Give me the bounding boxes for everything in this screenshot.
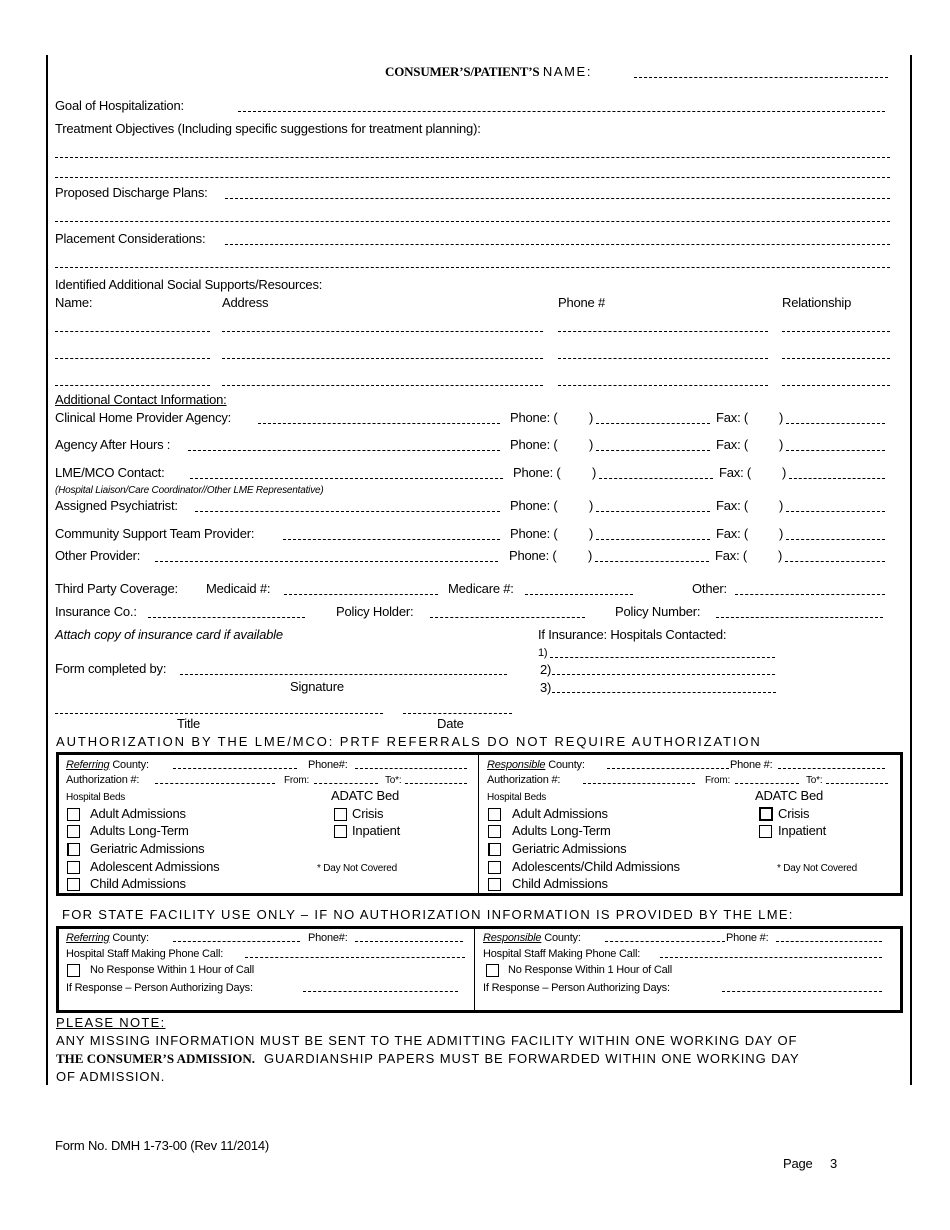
support-name-field[interactable] [55,385,210,386]
contact-label: Other Provider: [55,548,141,563]
third-party-label: Third Party Coverage: [55,581,178,596]
phone-label: Phone: ( [510,410,558,425]
phone-label: Phone: ( [510,437,558,452]
medicaid-label: Medicaid #: [206,581,271,596]
insurance-co-field[interactable] [148,617,305,618]
phone-field[interactable] [776,941,882,942]
paren: ) [589,498,594,513]
staff-field[interactable] [660,957,882,958]
staff-field[interactable] [245,957,465,958]
support-relationship-field[interactable] [782,358,890,359]
support-relationship-field[interactable] [782,385,890,386]
phone-label: Phone: ( [509,548,557,563]
note-line-2: THE CONSUMER’S ADMISSION. GUARDIANSHIP PAPERS MUST BE FORWARDED WITHIN ONE WORKING DAY [56,1051,800,1066]
note-line-1: ANY MISSING INFORMATION MUST BE SENT TO THE ADMITTING FACILITY WITHIN ONE WORKING DAY OF [56,1033,798,1048]
policy-holder-label: Policy Holder: [336,604,414,619]
from-label: From: [705,775,731,786]
contact-field[interactable] [188,450,500,451]
medicaid-field[interactable] [284,594,438,595]
phone-label: Phone: ( [510,526,558,541]
checkbox-label: Geriatric Admissions [512,841,627,856]
col-name: Name: [55,295,93,310]
patient-name-field[interactable] [634,77,888,78]
contact-field[interactable] [195,511,500,512]
authorization-label: Authorization #: [487,774,561,786]
response-label: If Response – Person Authorizing Days: [483,982,670,994]
paren: ) [588,548,593,563]
checkbox-label: Adolescents/Child Admissions [512,859,680,874]
phone-label: Phone#: [308,759,348,771]
contact-label: Community Support Team Provider: [55,526,255,541]
title-label: Title [177,716,201,731]
checkbox[interactable] [488,843,501,856]
supports-title: Identified Additional Social Supports/Resources: [55,277,323,292]
please-note-title: PLEASE NOTE: [56,1015,166,1030]
county-em: Responsible [483,932,542,944]
treatment-field[interactable] [55,177,890,178]
fax-field[interactable] [789,478,885,479]
checkbox[interactable] [488,878,501,891]
checkbox-label: Adults Long-Term [90,823,189,838]
checkbox-label: Child Admissions [90,876,186,891]
support-name-field[interactable] [55,331,210,332]
response-field[interactable] [722,991,882,992]
checkbox-label: Inpatient [352,823,401,838]
phone-label: Phone: ( [510,498,558,513]
checkbox-label: Adults Long-Term [512,823,611,838]
contact-label: Clinical Home Provider Agency: [55,410,232,425]
policy-number-field[interactable] [716,617,883,618]
checkbox-label: Child Admissions [512,876,608,891]
form-completed-field[interactable] [180,674,507,675]
other-label: Other: [692,581,727,596]
paren: ) [779,526,784,541]
fax-label: Fax: ( [716,410,749,425]
state-heading: FOR STATE FACILITY USE ONLY – IF NO AUTHORIZATION INFORMATION IS PROVIDED BY THE LME: [62,907,794,922]
county-label: County: [112,759,149,771]
adatc-label: ADATC Bed [755,788,824,803]
contact-label: Assigned Psychiatrist: [55,498,178,513]
checkbox-label: No Response Within 1 Hour of Call [508,964,672,976]
phone-label: Phone #: [730,759,773,771]
col-address: Address [222,295,269,310]
form-number: Form No. DMH 1-73-00 (Rev 11/2014) [55,1138,270,1153]
patient-name-label: CONSUMER’S/PATIENT’S NAME: [385,64,593,79]
goal-field[interactable] [238,111,885,112]
paren: ) [782,465,787,480]
phone-field[interactable] [596,539,710,540]
hospital-beds-label: Hospital Beds [487,792,547,803]
insurance-co-label: Insurance Co.: [55,604,137,619]
date-field[interactable] [403,713,512,714]
liaison-note: (Hospital Liaison/Care Coordinator//Other LME Representative) [55,485,324,496]
contact-field[interactable] [258,423,500,424]
support-address-field[interactable] [222,331,543,332]
placement-label: Placement Considerations: [55,231,206,246]
checkbox-label: Adult Admissions [512,806,608,821]
county-label: County: [548,759,585,771]
phone-field[interactable] [355,941,463,942]
other-field[interactable] [735,594,885,595]
phone-field[interactable] [596,423,710,424]
day-not-covered-note: * Day Not Covered [317,863,397,874]
checkbox[interactable] [488,825,501,838]
county-em: Referring [66,759,110,771]
checkbox[interactable] [759,807,773,821]
checkbox-label: Adult Admissions [90,806,186,821]
paren: ) [779,498,784,513]
goal-label: Goal of Hospitalization: [55,98,184,113]
form-completed-label: Form completed by: [55,661,167,676]
checkbox-label: Crisis [778,806,810,821]
fax-label: Fax: ( [719,465,752,480]
fax-label: Fax: ( [715,548,748,563]
authorization-field[interactable] [155,783,275,784]
contact-field[interactable] [190,478,503,479]
discharge-field[interactable] [55,221,890,222]
from-label: From: [284,775,310,786]
support-phone-field[interactable] [558,358,768,359]
checkbox-label: Adolescent Admissions [90,859,220,874]
fax-label: Fax: ( [716,437,749,452]
placement-field[interactable] [55,267,890,268]
hospital-num: 2) [540,662,552,677]
county-field[interactable] [173,941,300,942]
county-label: County: [544,932,581,944]
left-border [46,55,48,1085]
county-em: Responsible [487,759,546,771]
to-field[interactable] [405,783,467,784]
paren: ) [592,465,597,480]
contact-label: Agency After Hours : [55,437,171,452]
fax-label: Fax: ( [716,498,749,513]
to-label: To*: [806,775,823,786]
response-field[interactable] [303,991,458,992]
support-relationship-field[interactable] [782,331,890,332]
authorization-field[interactable] [583,783,695,784]
from-field[interactable] [735,783,799,784]
hospital-num: 3) [540,680,552,695]
paren: ) [589,410,594,425]
county-field[interactable] [607,768,729,769]
to-field[interactable] [826,783,888,784]
phone-field[interactable] [778,768,885,769]
checkbox[interactable] [488,808,501,821]
fax-field[interactable] [786,511,885,512]
checkbox-label: Crisis [352,806,384,821]
support-phone-field[interactable] [558,331,768,332]
county-field[interactable] [605,941,725,942]
fax-field[interactable] [785,561,885,562]
checkbox[interactable] [67,878,80,891]
auth-heading: AUTHORIZATION BY THE LME/MCO: PRTF REFERRALS DO NOT REQUIRE AUTHORIZATION [56,734,762,749]
right-border [910,55,912,1085]
fax-field[interactable] [786,423,885,424]
to-label: To*: [385,775,402,786]
page-number: 3 [830,1156,838,1171]
phone-field[interactable] [596,511,710,512]
phone-label: Phone: ( [513,465,561,480]
fax-label: Fax: ( [716,526,749,541]
support-phone-field[interactable] [558,385,768,386]
phone-label: Phone #: [726,932,769,944]
checkbox-label: No Response Within 1 Hour of Call [90,964,254,976]
contact-field[interactable] [155,561,498,562]
hospital-beds-label: Hospital Beds [66,792,126,803]
staff-label: Hospital Staff Making Phone Call: [483,948,641,960]
phone-label: Phone#: [308,932,348,944]
staff-label: Hospital Staff Making Phone Call: [66,948,224,960]
paren: ) [778,548,783,563]
hospital-field[interactable] [550,657,775,658]
note-line-3: OF ADMISSION. [56,1069,166,1084]
contact-label: LME/MCO Contact: [55,465,165,480]
discharge-field[interactable] [225,198,890,199]
treatment-label: Treatment Objectives (Including specific suggestions for treatment planning): [55,121,481,136]
checkbox[interactable] [67,808,80,821]
paren: ) [589,437,594,452]
page-label: Page [783,1156,813,1171]
discharge-label: Proposed Discharge Plans: [55,185,208,200]
adatc-label: ADATC Bed [331,788,400,803]
checkbox[interactable] [67,861,80,874]
county-em: Referring [66,932,110,944]
date-label: Date [437,716,464,731]
checkbox[interactable] [334,825,347,838]
checkbox[interactable] [67,964,80,977]
phone-field[interactable] [595,561,709,562]
medicare-label: Medicare #: [448,581,514,596]
state-divider [474,929,475,1010]
checkbox-label: Geriatric Admissions [90,841,205,856]
treatment-field[interactable] [55,157,890,158]
paren: ) [779,410,784,425]
contact-title: Additional Contact Information: [55,392,227,407]
col-relationship: Relationship [782,295,852,310]
from-field[interactable] [314,783,378,784]
response-label: If Response – Person Authorizing Days: [66,982,253,994]
policy-holder-field[interactable] [430,617,585,618]
checkbox[interactable] [334,808,347,821]
policy-number-label: Policy Number: [615,604,701,619]
hospital-field[interactable] [552,692,776,693]
checkbox[interactable] [486,964,499,977]
hospitals-contacted-label: If Insurance: Hospitals Contacted: [538,627,727,642]
hospital-field[interactable] [552,674,775,675]
hospital-num: 1) [538,647,548,659]
attach-note: Attach copy of insurance card if available [55,627,283,642]
paren: ) [589,526,594,541]
checkbox[interactable] [67,843,80,856]
phone-field[interactable] [596,450,710,451]
county-field[interactable] [173,768,297,769]
fax-field[interactable] [786,539,885,540]
support-name-field[interactable] [55,358,210,359]
contact-field[interactable] [283,539,500,540]
checkbox[interactable] [67,825,80,838]
auth-divider [478,755,479,893]
paren: ) [779,437,784,452]
phone-field[interactable] [355,768,467,769]
checkbox-label: Inpatient [778,823,827,838]
signature-label: Signature [290,679,344,694]
checkbox[interactable] [488,861,501,874]
title-field[interactable] [55,713,383,714]
medicare-field[interactable] [525,594,633,595]
day-not-covered-note: * Day Not Covered [777,863,857,874]
checkbox[interactable] [759,825,772,838]
phone-field[interactable] [599,478,713,479]
county-label: County: [112,932,149,944]
fax-field[interactable] [786,450,885,451]
support-address-field[interactable] [222,358,543,359]
col-phone: Phone # [558,295,606,310]
placement-field[interactable] [225,244,890,245]
authorization-label: Authorization #: [66,774,140,786]
support-address-field[interactable] [222,385,543,386]
